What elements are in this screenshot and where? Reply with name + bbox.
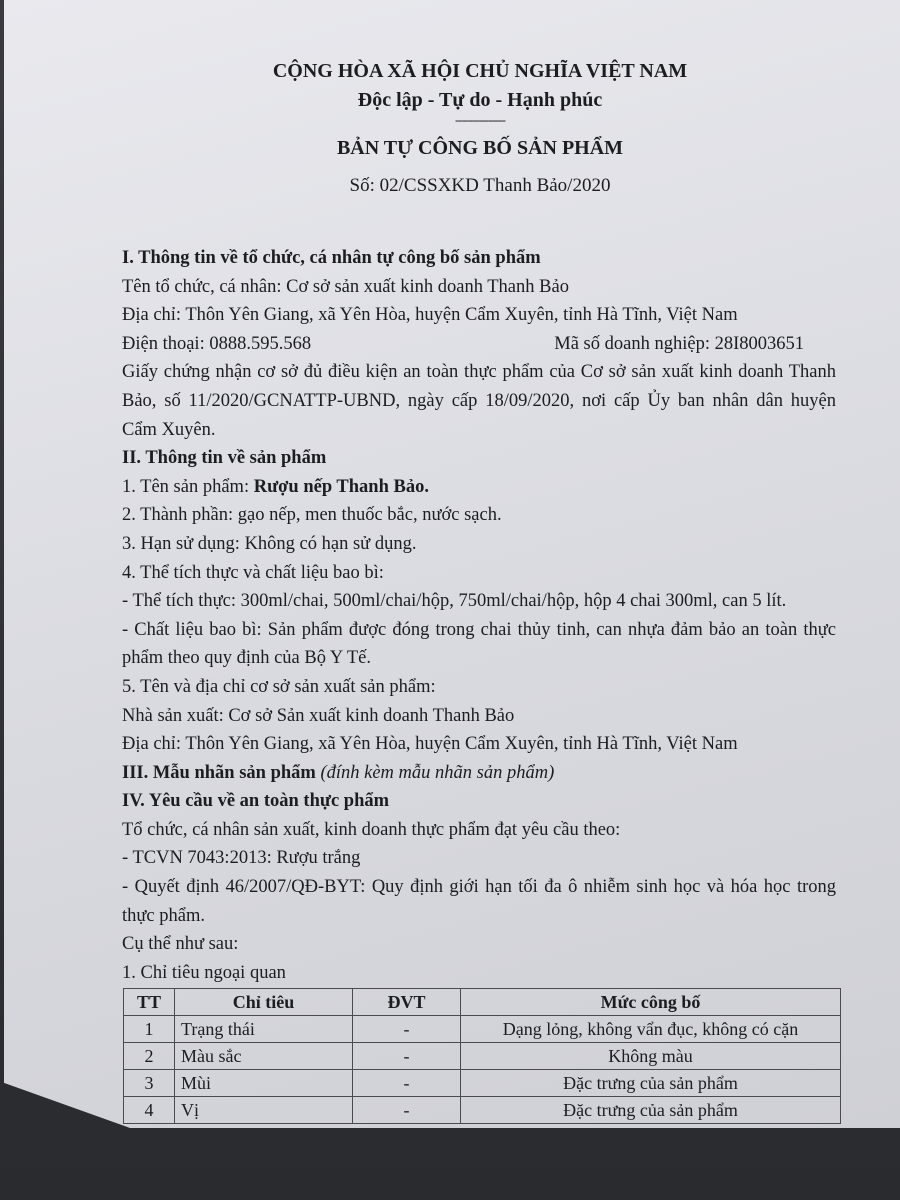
table-row [124,1016,841,1043]
maker-address: Địa chỉ: Thôn Yên Giang, xã Yên Hòa, huyện Cẩm Xuyên, tỉnh Hà Tĩnh, Việt Nam [122,734,738,755]
section-1-heading: I. Thông tin về tổ chức, cá nhân tự công bố sản phẩm [122,248,541,268]
table-row [124,1043,841,1070]
column-header-tt: TT [124,989,175,1016]
product-name-label: 1. Tên sản phẩm: [122,476,254,497]
cell-tt: 2 [124,1043,175,1070]
section-3-heading [122,759,836,788]
requirements-intro: Tổ chức, cá nhân sản xuất, kinh doanh thực phẩm đạt yêu cầu theo: [122,819,621,840]
cell-unit: - [353,1070,461,1097]
section-3-title: III. Mẫu nhãn sản phẩm [122,762,321,783]
product-name-value: Rượu nếp Thanh Bảo. [253,476,429,497]
column-header-unit: ĐVT [353,989,461,1016]
cell-unit: - [353,1016,461,1043]
maker-heading: 5. Tên và địa chỉ cơ sở sản xuất sản phẩm: [122,676,436,697]
section-3-note: (đính kèm mẫu nhãn sản phẩm) [320,762,555,783]
cell-criterion: Vị [175,1097,353,1124]
organization-name: Tên tổ chức, cá nhân: Cơ sở sản xuất kinh doanh Thanh Bảo [122,276,569,297]
packaging-heading: 4. Thể tích thực và chất liệu bao bì: [122,562,384,583]
document-body [122,244,836,987]
motto: Độc lập - Tự do - Hạnh phúc [357,89,603,111]
product-name [122,473,836,502]
table-header-row [124,989,841,1016]
cell-criterion: Mùi [175,1070,353,1097]
cell-unit: - [353,1097,461,1124]
document-number: Số: 02/CSSXKD Thanh Bảo/2020 [349,175,611,196]
section-4-heading: IV. Yêu cầu về an toàn thực phẩm [122,791,390,812]
cell-declared-level: Không màu [461,1043,841,1070]
packaging-material: - Chất liệu bao bì: Sản phẩm được đóng trong chai thủy tinh, can nhựa đảm bảo an toàn thực phẩm theo quy định của Bộ Y Tế. [122,619,836,669]
certificate-text: Giấy chứng nhận cơ sở đủ điều kiện an toàn thực phẩm của Cơ sở sản xuất kinh doanh Thanh Bảo, số 11/2020/GCNATTP-UBND, ngày cấp 18/09/2020, nơi cấp Ủy ban nhân dân huyện Cẩm Xuyên. [122,362,836,440]
cell-criterion: Trạng thái [175,1016,353,1043]
net-volume: - Thể tích thực: 300ml/chai, 500ml/chai/hộp, 750ml/chai/hộp, hộp 4 chai 300ml, can 5 lít. [122,591,787,612]
cell-tt: 3 [124,1070,175,1097]
header-divider: --------------- [455,112,505,127]
organization-address: Địa chỉ: Thôn Yên Giang, xã Yên Hòa, huyện Cẩm Xuyên, tỉnh Hà Tĩnh, Việt Nam [122,305,738,326]
table-row [124,1097,841,1124]
appearance-subheading: 1. Chỉ tiêu ngoại quan [122,962,286,983]
details-label: Cụ thể như sau: [122,934,239,955]
column-header-criterion: Chỉ tiêu [175,989,353,1016]
table-row [124,1070,841,1097]
contact-row [122,330,804,359]
shelf-life: 3. Hạn sử dụng: Không có hạn sử dụng. [122,533,417,554]
cell-tt: 4 [124,1097,175,1124]
cell-declared-level: Đặc trưng của sản phẩm [461,1097,841,1124]
cell-tt: 1 [124,1016,175,1043]
maker-name: Nhà sản xuất: Cơ sở Sản xuất kinh doanh Thanh Bảo [122,705,515,726]
column-header-declared-level: Mức công bố [461,989,841,1016]
phone: Điện thoại: 0888.595.568 [122,333,312,354]
specification-table [123,988,841,1124]
tax-code: Mã số doanh nghiệp: 28I8003651 [554,333,804,354]
standard-decision: - Quyết định 46/2007/QĐ-BYT: Quy định giới hạn tối đa ô nhiễm sinh học và hóa học trong thực phẩm. [122,877,836,926]
cell-declared-level: Đặc trưng của sản phẩm [461,1070,841,1097]
ingredients: 2. Thành phần: gạo nếp, men thuốc bắc, nước sạch. [122,505,502,526]
cell-criterion: Màu sắc [175,1043,353,1070]
document-title: BẢN TỰ CÔNG BỐ SẢN PHẨM [336,137,624,159]
country-title: CỘNG HÒA XÃ HỘI CHỦ NGHĨA VIỆT NAM [272,60,688,82]
standard-tcvn: - TCVN 7043:2013: Rượu trắng [122,848,361,869]
cell-declared-level: Dạng lỏng, không vẩn đục, không có cặn [461,1016,841,1043]
cell-unit: - [353,1043,461,1070]
section-2-heading: II. Thông tin về sản phẩm [122,448,327,469]
